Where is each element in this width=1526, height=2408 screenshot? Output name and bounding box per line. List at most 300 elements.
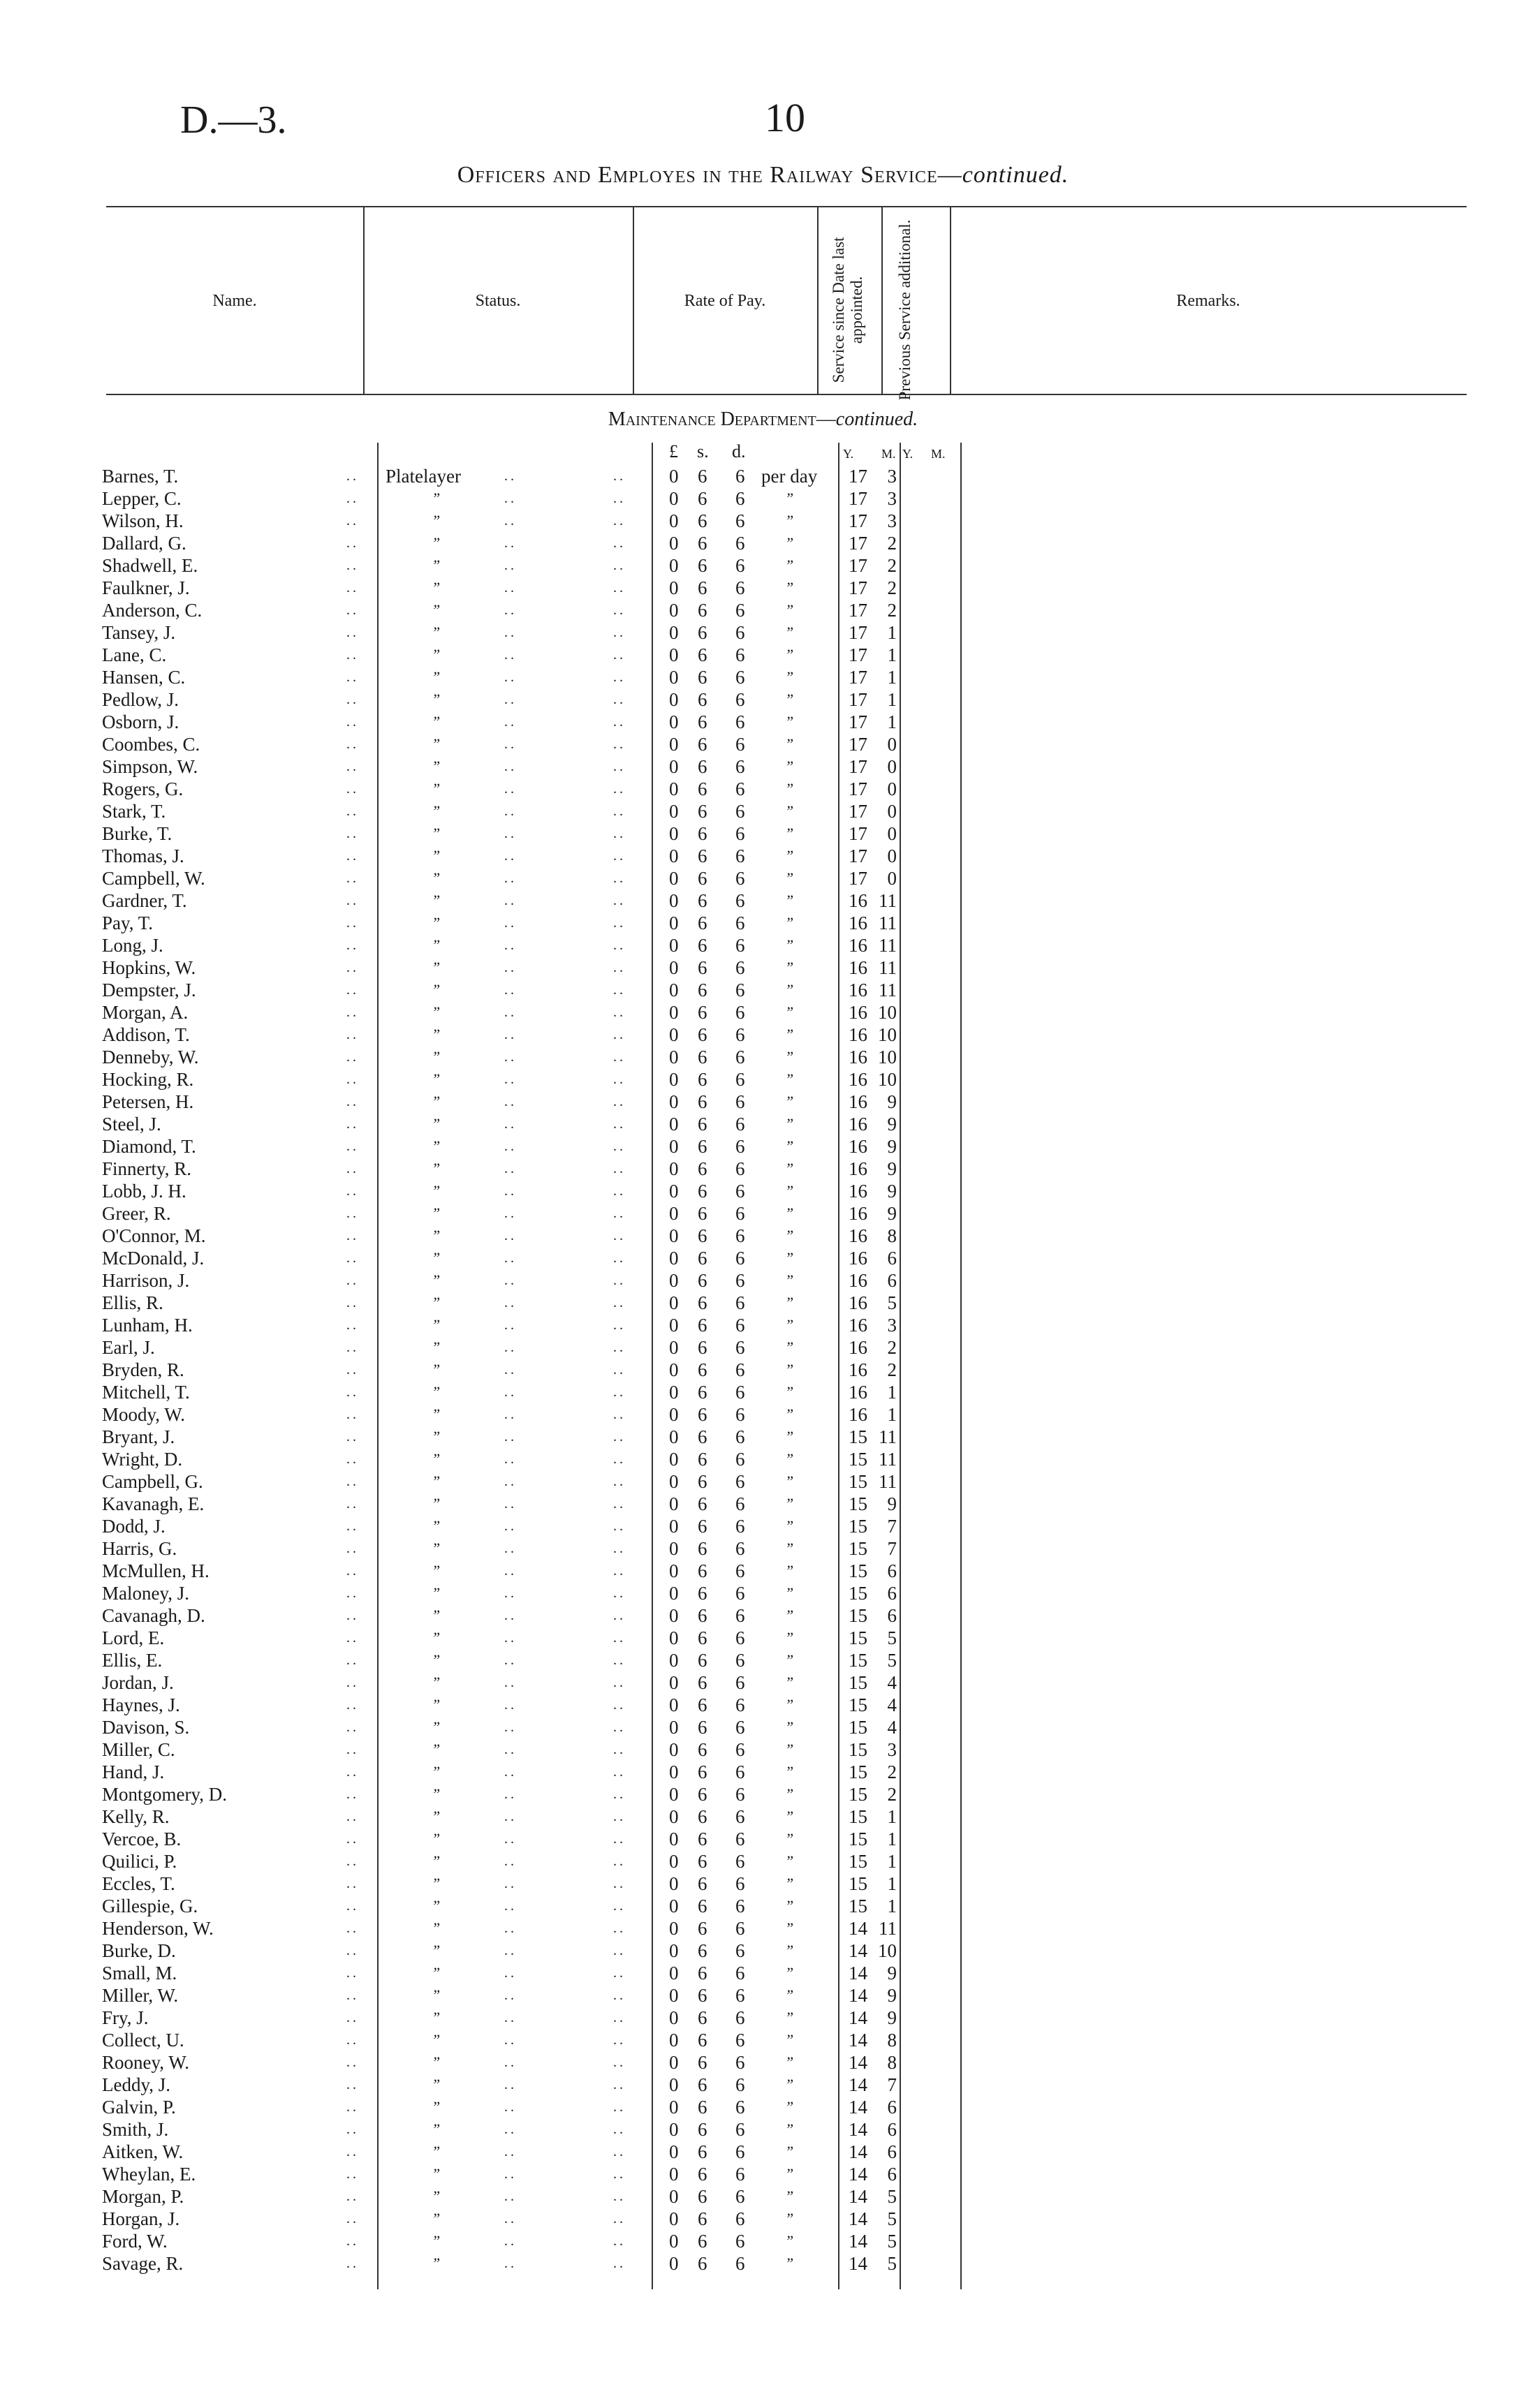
- leader-dots: ..: [613, 625, 626, 640]
- service-months: 4: [887, 1694, 897, 1715]
- leader-dots: ..: [346, 1675, 359, 1690]
- leader-dots: ..: [613, 2032, 626, 2048]
- leader-dots: ..: [346, 1005, 359, 1020]
- employee-name: Petersen, H.: [102, 1091, 194, 1112]
- employee-status: ”: [432, 1875, 441, 1892]
- table-row: [0, 1359, 1526, 1381]
- employee-status: ”: [432, 1361, 441, 1378]
- service-years: 17: [849, 644, 867, 665]
- service-months: 1: [887, 1873, 897, 1894]
- pay-pounds: 0: [669, 1784, 679, 1805]
- pay-pounds: 0: [669, 1181, 679, 1202]
- col-header-remarks: Remarks.: [1176, 292, 1240, 310]
- service-years: 15: [849, 1672, 867, 1693]
- leader-dots: ..: [346, 692, 359, 707]
- pay-pence: 6: [735, 1985, 745, 2006]
- pay-unit: ”: [785, 1137, 794, 1155]
- leader-dots: ..: [504, 1407, 517, 1422]
- leader-dots: ..: [346, 1452, 359, 1467]
- service-years: 15: [849, 1829, 867, 1849]
- pay-pounds: 0: [669, 1382, 679, 1403]
- leader-dots: ..: [504, 535, 517, 551]
- employee-name: Collect, U.: [102, 2030, 184, 2051]
- pay-shillings: 6: [698, 555, 707, 576]
- table-row: [0, 1649, 1526, 1671]
- pay-shillings: 6: [698, 1560, 707, 1581]
- service-months: 4: [887, 1717, 897, 1738]
- table-row: [0, 1269, 1526, 1292]
- employee-status: ”: [432, 1137, 441, 1155]
- leader-dots: ..: [613, 535, 626, 551]
- pay-shillings: 6: [698, 1650, 707, 1671]
- leader-dots: ..: [504, 1608, 517, 1623]
- pay-pounds: 0: [669, 1315, 679, 1336]
- employee-status: ”: [432, 1048, 441, 1065]
- service-months: 2: [887, 533, 897, 554]
- pay-unit: ”: [785, 2210, 794, 2227]
- leader-dots: ..: [504, 2122, 517, 2137]
- employee-status: ”: [432, 1450, 441, 1468]
- leader-dots: ..: [613, 1720, 626, 1735]
- pay-pounds: 0: [669, 1538, 679, 1559]
- document-reference: D.—3.: [180, 98, 287, 142]
- leader-dots: ..: [613, 1049, 626, 1065]
- pay-shillings: 6: [698, 1739, 707, 1760]
- pay-unit: ”: [785, 914, 794, 931]
- service-years: 15: [849, 1650, 867, 1671]
- leader-dots: ..: [346, 1496, 359, 1512]
- pay-pounds: 0: [669, 2186, 679, 2207]
- pay-unit: ”: [785, 601, 794, 619]
- pay-shillings: 6: [698, 1806, 707, 1827]
- pay-shillings: 6: [698, 1985, 707, 2006]
- leader-dots: ..: [346, 1161, 359, 1176]
- leader-dots: ..: [346, 2256, 359, 2271]
- pay-unit: ”: [785, 1003, 794, 1021]
- leader-dots: ..: [613, 893, 626, 908]
- service-months: 1: [887, 1806, 897, 1827]
- pay-unit: ”: [785, 1517, 794, 1535]
- employee-status: ”: [432, 1763, 441, 1780]
- pay-pence: 6: [735, 1717, 745, 1738]
- employee-name: Wheylan, E.: [102, 2164, 196, 2185]
- leader-dots: ..: [346, 1384, 359, 1400]
- employee-name: Savage, R.: [102, 2253, 184, 2274]
- leader-dots: ..: [613, 1742, 626, 1757]
- service-months: 0: [887, 778, 897, 799]
- service-months: 1: [887, 1851, 897, 1872]
- pay-unit: ”: [785, 713, 794, 730]
- pay-pence: 6: [735, 801, 745, 822]
- service-years: 15: [849, 1784, 867, 1805]
- service-months: 3: [887, 510, 897, 531]
- leader-dots: ..: [504, 2077, 517, 2092]
- leader-dots: ..: [504, 1541, 517, 1556]
- leader-dots: ..: [504, 737, 517, 752]
- pay-pence: 6: [735, 823, 745, 844]
- leader-dots: ..: [613, 781, 626, 797]
- pay-pence: 6: [735, 1270, 745, 1291]
- employee-status: ”: [432, 1986, 441, 2004]
- employee-status: ”: [432, 1003, 441, 1021]
- leader-dots: ..: [346, 1742, 359, 1757]
- employee-status: ”: [432, 802, 441, 820]
- employee-status: ”: [432, 936, 441, 954]
- leader-dots: ..: [613, 1161, 626, 1176]
- employee-name: Mitchell, T.: [102, 1382, 190, 1403]
- employee-status: ”: [432, 1204, 441, 1222]
- pay-shillings: 6: [698, 1896, 707, 1916]
- header-divider: [817, 207, 819, 394]
- header-bottom-rule: [106, 394, 1467, 395]
- table-row: [0, 1292, 1526, 1314]
- pay-unit: ”: [785, 534, 794, 552]
- pay-pence: 6: [735, 1069, 745, 1090]
- employee-status: ”: [432, 2076, 441, 2093]
- leader-dots: ..: [613, 1697, 626, 1713]
- leader-dots: ..: [504, 1340, 517, 1355]
- pay-unit: ”: [785, 1539, 794, 1557]
- pay-unit: ”: [785, 1785, 794, 1803]
- table-row: [0, 979, 1526, 1001]
- employee-name: Denneby, W.: [102, 1047, 199, 1068]
- leader-dots: ..: [613, 1250, 626, 1266]
- employee-name: Steel, J.: [102, 1114, 161, 1135]
- table-row: [0, 889, 1526, 912]
- pay-pence: 6: [735, 2030, 745, 2051]
- service-months: 0: [887, 845, 897, 866]
- leader-dots: ..: [346, 893, 359, 908]
- service-years: 15: [849, 1873, 867, 1894]
- leader-dots: ..: [346, 915, 359, 931]
- pay-unit: ”: [785, 1450, 794, 1468]
- service-months: 1: [887, 644, 897, 665]
- employee-status: ”: [432, 2009, 441, 2026]
- service-years: 14: [849, 1940, 867, 1961]
- pay-unit: ”: [785, 780, 794, 797]
- service-months: 1: [887, 1404, 897, 1425]
- pay-pounds: 0: [669, 935, 679, 956]
- pay-pence: 6: [735, 711, 745, 732]
- table-row: [0, 577, 1526, 599]
- leader-dots: ..: [504, 714, 517, 730]
- employee-status: ”: [432, 1472, 441, 1490]
- service-months: 6: [887, 1583, 897, 1604]
- table-row: [0, 1068, 1526, 1091]
- pay-shillings: 6: [698, 1091, 707, 1112]
- leader-dots: ..: [346, 714, 359, 730]
- pay-unit: ”: [785, 2053, 794, 2071]
- pay-unit: per day: [761, 466, 818, 487]
- leader-dots: ..: [613, 1988, 626, 2003]
- employee-name: Vercoe, B.: [102, 1829, 182, 1849]
- leader-dots: ..: [346, 1116, 359, 1132]
- service-years: 14: [849, 2208, 867, 2229]
- leader-dots: ..: [504, 2256, 517, 2271]
- leader-dots: ..: [613, 1653, 626, 1668]
- employee-status: ”: [432, 892, 441, 909]
- service-years: 16: [849, 890, 867, 911]
- leader-dots: ..: [504, 580, 517, 596]
- service-months: 9: [887, 1114, 897, 1135]
- subhead-prev-years: Y.: [902, 447, 914, 461]
- employee-status: ”: [432, 534, 441, 552]
- pay-shillings: 6: [698, 667, 707, 688]
- service-years: 16: [849, 1024, 867, 1045]
- leader-dots: ..: [504, 1586, 517, 1601]
- page-title: [0, 162, 1526, 189]
- leader-dots: ..: [613, 1943, 626, 1958]
- table-row: [0, 1917, 1526, 1940]
- pay-pounds: 0: [669, 555, 679, 576]
- pay-pounds: 0: [669, 1158, 679, 1179]
- service-months: 5: [887, 2186, 897, 2207]
- pay-unit: ”: [785, 1405, 794, 1423]
- service-years: 17: [849, 689, 867, 710]
- pay-pence: 6: [735, 890, 745, 911]
- leader-dots: ..: [504, 759, 517, 774]
- pay-unit: ”: [785, 1182, 794, 1199]
- employee-name: Miller, W.: [102, 1985, 179, 2006]
- service-months: 9: [887, 1203, 897, 1224]
- employee-name: Aitken, W.: [102, 2141, 184, 2162]
- table-row: [0, 1873, 1526, 1895]
- pay-pence: 6: [735, 1806, 745, 1827]
- pay-pounds: 0: [669, 1114, 679, 1135]
- leader-dots: ..: [504, 491, 517, 506]
- employee-status: ”: [432, 1160, 441, 1177]
- service-months: 6: [887, 2164, 897, 2185]
- pay-pounds: 0: [669, 1404, 679, 1425]
- leader-dots: ..: [346, 1921, 359, 1936]
- pay-pence: 6: [735, 756, 745, 777]
- pay-pounds: 0: [669, 667, 679, 688]
- leader-dots: ..: [346, 625, 359, 640]
- pay-pounds: 0: [669, 1694, 679, 1715]
- table-row: [0, 554, 1526, 577]
- leader-dots: ..: [346, 1407, 359, 1422]
- pay-shillings: 6: [698, 1315, 707, 1336]
- leader-dots: ..: [504, 1809, 517, 1824]
- employee-status: ”: [432, 825, 441, 842]
- leader-dots: ..: [346, 1519, 359, 1534]
- table-body: [0, 465, 1526, 2275]
- pay-unit: ”: [785, 1361, 794, 1378]
- pay-shillings: 6: [698, 2119, 707, 2140]
- pay-pence: 6: [735, 533, 745, 554]
- service-months: 6: [887, 2141, 897, 2162]
- pay-shillings: 6: [698, 1717, 707, 1738]
- pay-shillings: 6: [698, 1784, 707, 1805]
- pay-pounds: 0: [669, 778, 679, 799]
- table-row: [0, 2230, 1526, 2252]
- pay-pence: 6: [735, 913, 745, 933]
- pay-pounds: 0: [669, 1024, 679, 1045]
- employee-status: ”: [432, 1093, 441, 1110]
- service-months: 2: [887, 1337, 897, 1358]
- employee-name: Osborn, J.: [102, 711, 179, 732]
- col-header-name: Name.: [212, 292, 257, 310]
- pay-unit: ”: [785, 936, 794, 954]
- pay-unit: ”: [785, 825, 794, 842]
- pay-pence: 6: [735, 1225, 745, 1246]
- table-row: [0, 755, 1526, 778]
- pay-pounds: 0: [669, 1337, 679, 1358]
- pay-pence: 6: [735, 510, 745, 531]
- leader-dots: ..: [504, 1630, 517, 1646]
- pay-shillings: 6: [698, 756, 707, 777]
- leader-dots: ..: [346, 1608, 359, 1623]
- leader-dots: ..: [504, 1519, 517, 1534]
- employee-status: ”: [432, 601, 441, 619]
- pay-shillings: 6: [698, 1047, 707, 1068]
- service-months: 6: [887, 1605, 897, 1626]
- table-row: [0, 1202, 1526, 1225]
- pay-pounds: 0: [669, 1672, 679, 1693]
- title-continued: continued.: [962, 162, 1069, 188]
- pay-shillings: 6: [698, 510, 707, 531]
- pay-shillings: 6: [698, 1337, 707, 1358]
- leader-dots: ..: [504, 893, 517, 908]
- employee-status: ”: [432, 2210, 441, 2227]
- pay-unit: ”: [785, 1338, 794, 1356]
- leader-dots: ..: [504, 625, 517, 640]
- pay-unit: ”: [785, 847, 794, 864]
- pay-unit: ”: [785, 579, 794, 596]
- table-row: [0, 1247, 1526, 1269]
- pay-pounds: 0: [669, 1739, 679, 1760]
- employee-name: McMullen, H.: [102, 1560, 210, 1581]
- pay-pence: 6: [735, 778, 745, 799]
- pay-pence: 6: [735, 1114, 745, 1135]
- pay-pence: 6: [735, 1784, 745, 1805]
- leader-dots: ..: [346, 1072, 359, 1087]
- service-months: 2: [887, 1359, 897, 1380]
- leader-dots: ..: [504, 2010, 517, 2025]
- pay-pence: 6: [735, 1963, 745, 1984]
- service-months: 1: [887, 1829, 897, 1849]
- pay-shillings: 6: [698, 1851, 707, 1872]
- employee-status: ”: [432, 869, 441, 887]
- pay-pounds: 0: [669, 1963, 679, 1984]
- leader-dots: ..: [346, 1988, 359, 2003]
- employee-name: Pay, T.: [102, 913, 153, 933]
- pay-unit: ”: [785, 1964, 794, 1981]
- pay-shillings: 6: [698, 600, 707, 621]
- pay-shillings: 6: [698, 1627, 707, 1648]
- service-months: 3: [887, 1315, 897, 1336]
- leader-dots: ..: [504, 468, 517, 484]
- pay-pounds: 0: [669, 2007, 679, 2028]
- employee-name: Hansen, C.: [102, 667, 186, 688]
- employee-name: Galvin, P.: [102, 2097, 176, 2118]
- pay-unit: ”: [785, 1830, 794, 1847]
- service-years: 15: [849, 1538, 867, 1559]
- pay-shillings: 6: [698, 466, 707, 487]
- service-years: 17: [849, 667, 867, 688]
- leader-dots: ..: [504, 1429, 517, 1445]
- service-years: 14: [849, 2074, 867, 2095]
- service-months: 6: [887, 1270, 897, 1291]
- pay-pence: 6: [735, 2052, 745, 2073]
- pay-unit: ”: [785, 646, 794, 663]
- service-years: 17: [849, 600, 867, 621]
- employee-name: Faulkner, J.: [102, 577, 190, 598]
- table-row: [0, 956, 1526, 979]
- table-row: [0, 510, 1526, 532]
- employee-status: ”: [432, 1696, 441, 1713]
- header-divider: [881, 207, 883, 394]
- pay-unit: ”: [785, 1472, 794, 1490]
- pay-pounds: 0: [669, 1583, 679, 1604]
- employee-name: Hocking, R.: [102, 1069, 194, 1090]
- leader-dots: ..: [613, 1362, 626, 1377]
- service-months: 2: [887, 1761, 897, 1782]
- pay-unit: ”: [785, 1606, 794, 1624]
- leader-dots: ..: [346, 1854, 359, 1869]
- service-years: 15: [849, 1851, 867, 1872]
- pay-shillings: 6: [698, 1024, 707, 1045]
- employee-status: ”: [432, 2098, 441, 2115]
- employee-name: Dallard, G.: [102, 533, 186, 554]
- pay-shillings: 6: [698, 935, 707, 956]
- employee-name: Shadwell, E.: [102, 555, 198, 576]
- employee-status: ”: [432, 1539, 441, 1557]
- table-row: [0, 1046, 1526, 1068]
- pay-unit: ”: [785, 1204, 794, 1222]
- pay-pence: 6: [735, 1292, 745, 1313]
- employee-status: ”: [432, 1919, 441, 1937]
- pay-pounds: 0: [669, 1069, 679, 1090]
- service-years: 16: [849, 1069, 867, 1090]
- leader-dots: ..: [346, 2077, 359, 2092]
- pay-shillings: 6: [698, 2074, 707, 2095]
- leader-dots: ..: [613, 1273, 626, 1288]
- page-number: 10: [765, 95, 805, 140]
- pay-pence: 6: [735, 868, 745, 889]
- pay-unit: ”: [785, 1093, 794, 1110]
- pay-pounds: 0: [669, 1292, 679, 1313]
- service-months: 6: [887, 2119, 897, 2140]
- pay-pence: 6: [735, 1493, 745, 1514]
- pay-pounds: 0: [669, 1449, 679, 1470]
- table-row: [0, 1694, 1526, 1716]
- leader-dots: ..: [613, 1340, 626, 1355]
- pay-pence: 6: [735, 2231, 745, 2252]
- leader-dots: ..: [346, 2144, 359, 2159]
- pay-pounds: 0: [669, 868, 679, 889]
- pay-pounds: 0: [669, 1047, 679, 1068]
- employee-name: Barnes, T.: [102, 466, 179, 487]
- service-months: 9: [887, 1158, 897, 1179]
- service-years: 15: [849, 1583, 867, 1604]
- leader-dots: ..: [613, 2256, 626, 2271]
- leader-dots: ..: [346, 848, 359, 864]
- leader-dots: ..: [346, 1586, 359, 1601]
- leader-dots: ..: [346, 1340, 359, 1355]
- pay-unit: ”: [785, 556, 794, 574]
- service-months: 11: [879, 980, 897, 1000]
- pay-shillings: 6: [698, 1829, 707, 1849]
- pay-shillings: 6: [698, 2030, 707, 2051]
- pay-pounds: 0: [669, 1359, 679, 1380]
- pay-pence: 6: [735, 1181, 745, 1202]
- table-row: [0, 1940, 1526, 1962]
- pay-unit: ”: [785, 981, 794, 998]
- pay-unit: ”: [785, 1070, 794, 1088]
- service-months: 1: [887, 622, 897, 643]
- leader-dots: ..: [346, 2122, 359, 2137]
